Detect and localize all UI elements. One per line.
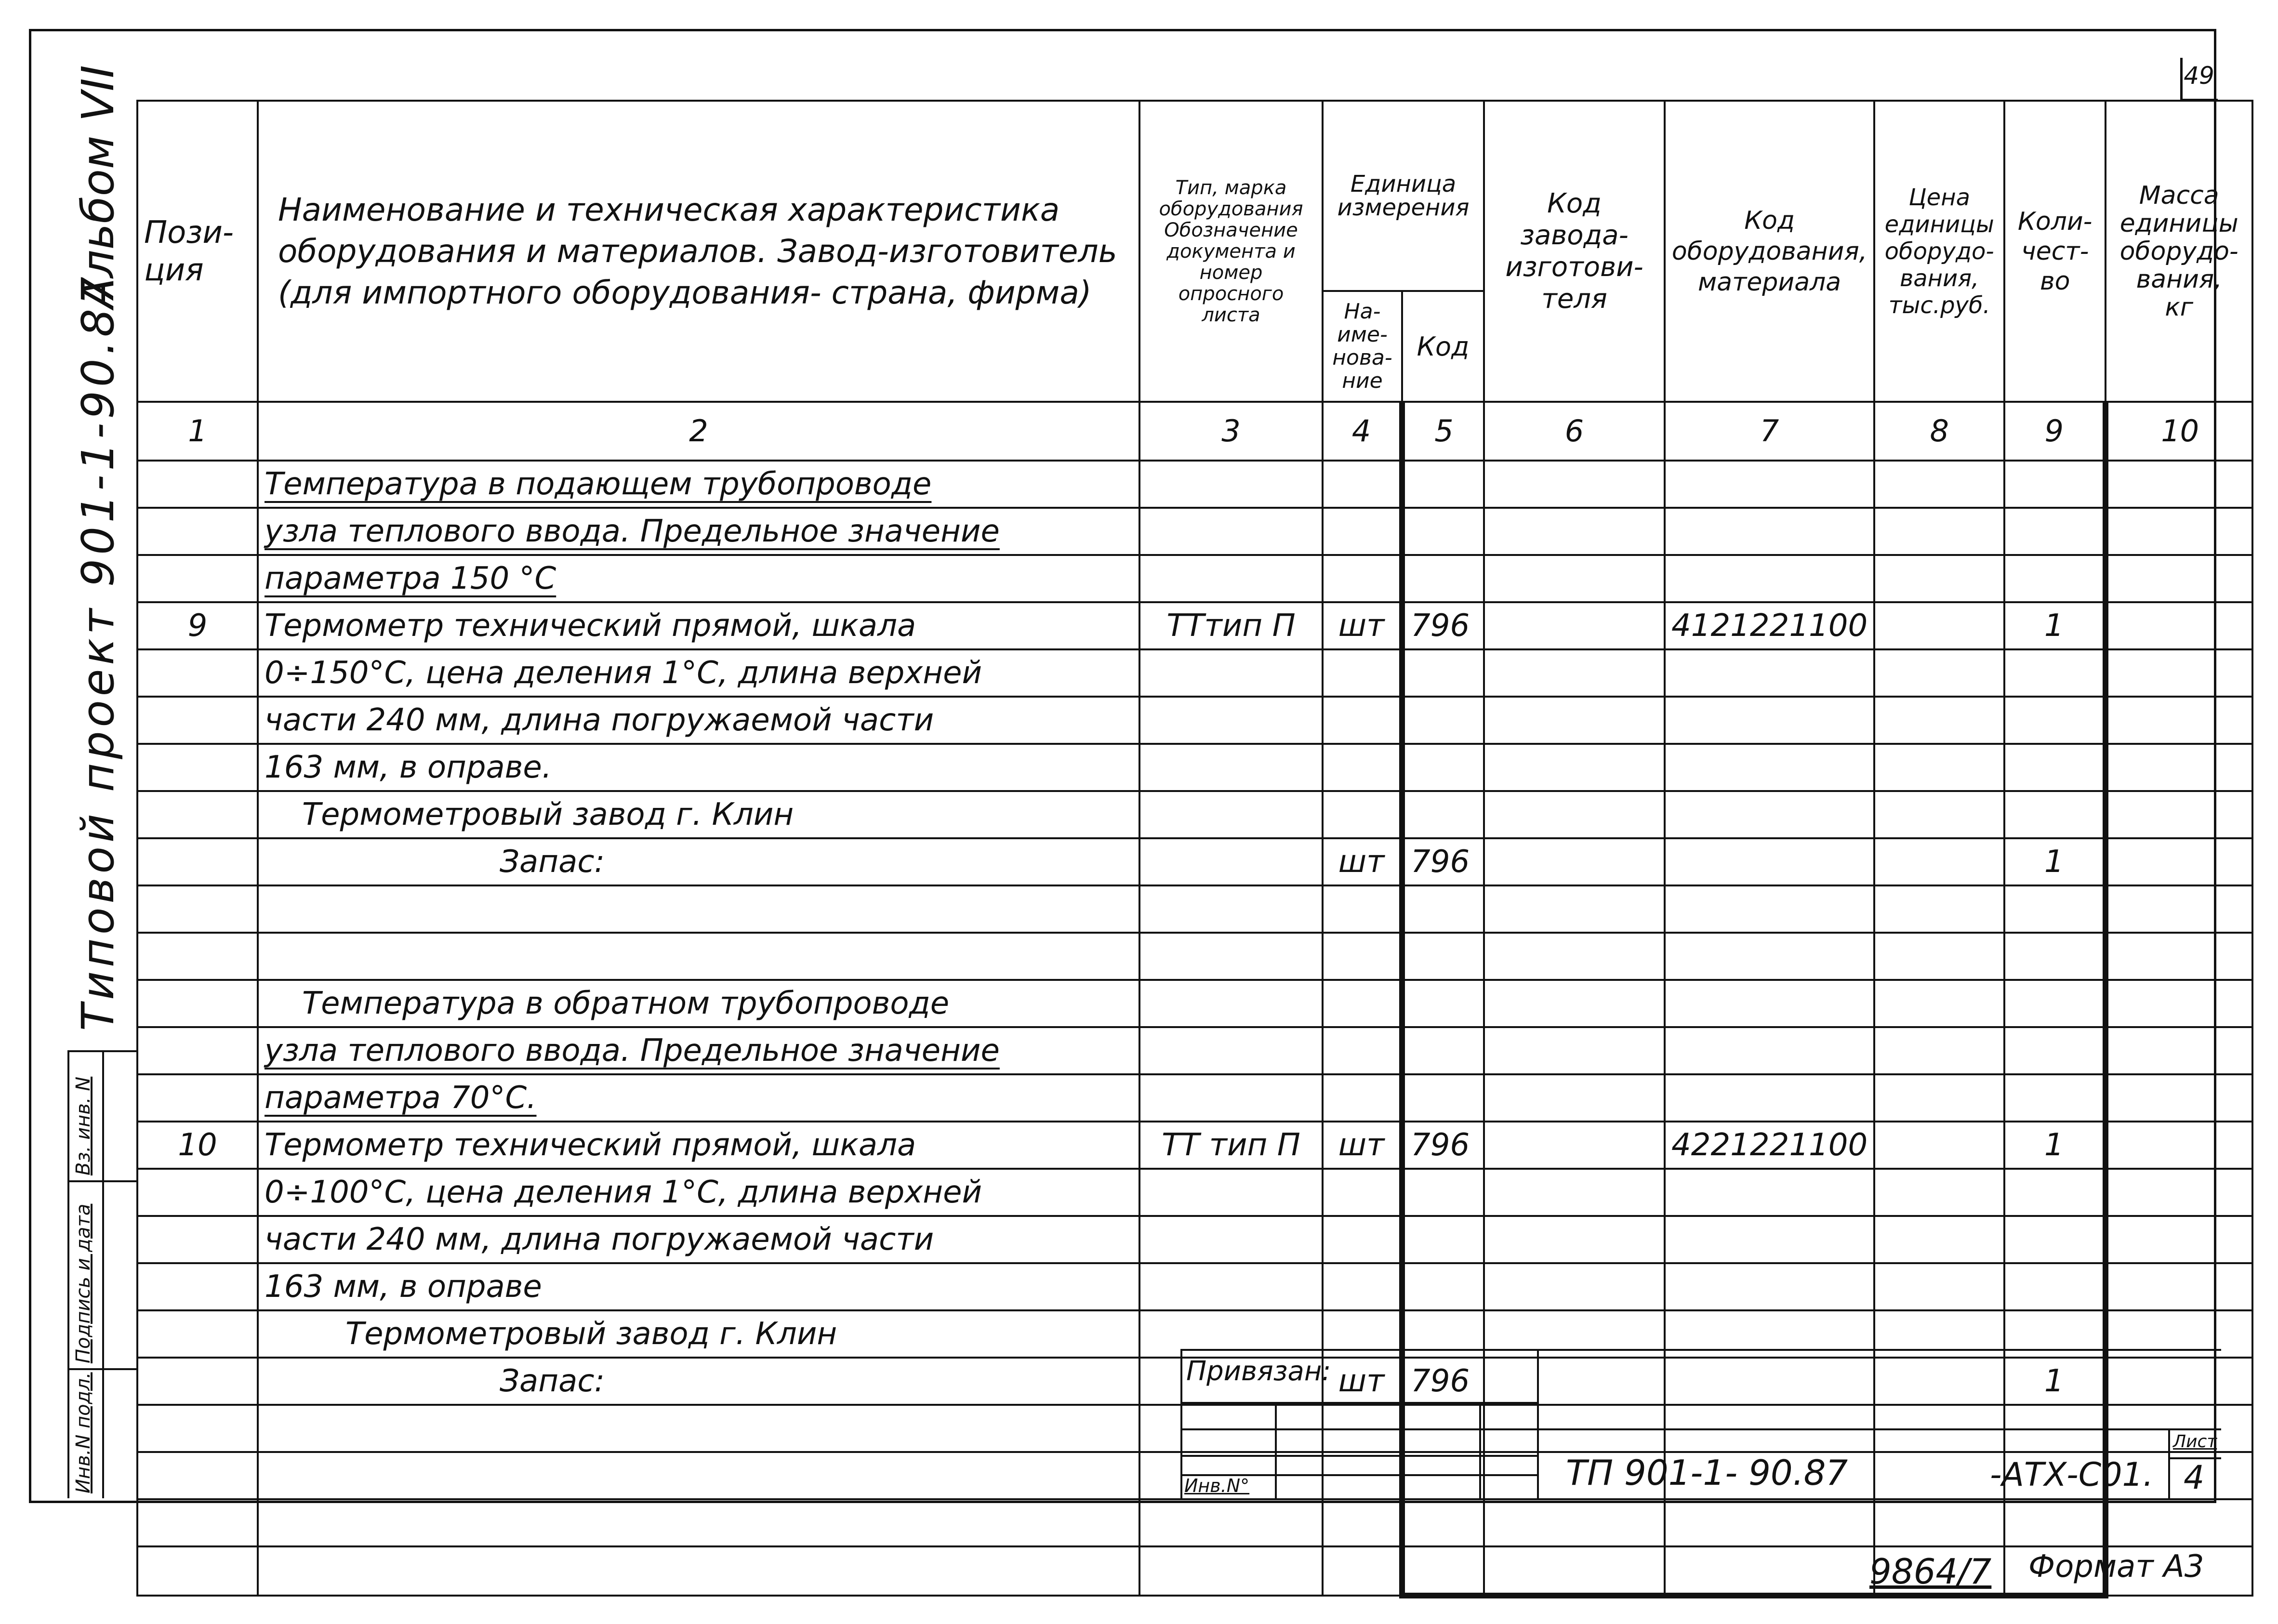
- row-type: [1139, 555, 1323, 602]
- row-unit-code: [1402, 1499, 1484, 1546]
- row-name: узла теплового ввода. Предельное значение: [258, 1027, 1139, 1074]
- row-position: [137, 1310, 258, 1358]
- row-name: 0÷150°С, цена деления 1°С, длина верхней: [258, 649, 1139, 697]
- header-plant-code: Код завода- изготови- теля: [1484, 101, 1665, 402]
- row-type: [1139, 744, 1323, 791]
- row-price: [1874, 461, 2004, 508]
- row-position: [137, 1027, 258, 1074]
- row-mass: [2106, 933, 2252, 980]
- format-label: Формат А3: [2028, 1549, 2204, 1584]
- row-quantity: 1: [2004, 1122, 2106, 1169]
- row-plant-code: [1484, 508, 1665, 555]
- row-position: [137, 885, 258, 933]
- row-plant-code: [1484, 555, 1665, 602]
- tb-line: [1537, 1349, 1539, 1498]
- row-position: [137, 1169, 258, 1216]
- row-unit-name: [1323, 1546, 1402, 1596]
- row-price: [1874, 1499, 2004, 1546]
- row-unit-name: [1323, 1074, 1402, 1122]
- row-material-code: [1665, 885, 1874, 933]
- row-type: [1139, 1027, 1323, 1074]
- col-num: 6: [1484, 402, 1665, 461]
- row-price: [1874, 1169, 2004, 1216]
- row-type: [1139, 1546, 1323, 1596]
- row-quantity: [2004, 744, 2106, 791]
- row-type: [1139, 1169, 1323, 1216]
- row-unit-name: [1323, 1169, 1402, 1216]
- row-name: [258, 933, 1139, 980]
- row-type: [1139, 885, 1323, 933]
- tb-line: [1400, 1402, 1402, 1498]
- row-unit-name: шт: [1323, 602, 1402, 649]
- row-material-code: [1665, 697, 1874, 744]
- table-row: [137, 1263, 2252, 1310]
- col-num: 4: [1323, 402, 1402, 461]
- row-mass: [2106, 885, 2252, 933]
- table-row: [137, 697, 2252, 744]
- col-num: 8: [1874, 402, 2004, 461]
- row-plant-code: [1484, 933, 1665, 980]
- header-name: Наименование и техническая характеристика оборудования и материалов. Завод-изготовитель (для импортного оборудования- страна, фирма): [258, 101, 1139, 402]
- header-quantity: Коли- чест- во: [2004, 101, 2106, 402]
- row-type: [1139, 461, 1323, 508]
- row-unit-code: 796: [1402, 1358, 1484, 1405]
- col-num: 3: [1139, 402, 1323, 461]
- sheet-value: 4: [2184, 1459, 2205, 1497]
- row-plant-code: [1484, 1169, 1665, 1216]
- row-unit-code: [1402, 980, 1484, 1027]
- row-name: 0÷100°С, цена деления 1°С, длина верхней: [258, 1169, 1139, 1216]
- row-name: узла теплового ввода. Предельное значение: [258, 508, 1139, 555]
- row-name: [258, 1452, 1139, 1499]
- row-mass: [2106, 838, 2252, 885]
- row-mass: [2106, 1263, 2252, 1310]
- row-quantity: [2004, 1499, 2106, 1546]
- header-material-code: Код оборудования, материала: [1665, 101, 1874, 402]
- row-price: [1874, 1027, 2004, 1074]
- row-mass: [2106, 1074, 2252, 1122]
- row-plant-code: [1484, 744, 1665, 791]
- table-row: [137, 602, 2252, 649]
- row-unit-name: [1323, 933, 1402, 980]
- table-row: [137, 508, 2252, 555]
- album-label: Альбом VII: [72, 65, 124, 308]
- row-position: [137, 980, 258, 1027]
- row-type: ТТтип П: [1139, 602, 1323, 649]
- row-position: [137, 744, 258, 791]
- col-num: 9: [2004, 402, 2106, 461]
- tb-line: [1537, 1428, 2221, 1430]
- row-name: Термометр технический прямой, шкала: [258, 1122, 1139, 1169]
- table-row: [137, 933, 2252, 980]
- row-name: Температура в обратном трубопроводе: [258, 980, 1139, 1027]
- row-price: [1874, 508, 2004, 555]
- row-price: [1874, 744, 2004, 791]
- table-row: [137, 1122, 2252, 1169]
- row-unit-code: 796: [1402, 602, 1484, 649]
- row-unit-name: [1323, 649, 1402, 697]
- row-plant-code: [1484, 1122, 1665, 1169]
- row-unit-name: [1323, 508, 1402, 555]
- row-type: [1139, 1499, 1323, 1546]
- row-material-code: [1665, 1169, 1874, 1216]
- table-row: [137, 980, 2252, 1027]
- row-unit-name: шт: [1323, 838, 1402, 885]
- row-unit-code: [1402, 1169, 1484, 1216]
- row-unit-name: [1323, 744, 1402, 791]
- row-material-code: [1665, 1027, 1874, 1074]
- row-position: [137, 1263, 258, 1310]
- row-material-code: [1665, 933, 1874, 980]
- table-row: [137, 838, 2252, 885]
- row-unit-code: [1402, 885, 1484, 933]
- table-row: [137, 1499, 2252, 1546]
- row-unit-name: [1323, 1216, 1402, 1263]
- col-num: 5: [1402, 402, 1484, 461]
- row-type: [1139, 1263, 1323, 1310]
- row-name: Термометр технический прямой, шкала: [258, 602, 1139, 649]
- row-unit-code: [1402, 1546, 1484, 1596]
- row-mass: [2106, 602, 2252, 649]
- row-unit-name: шт: [1323, 1122, 1402, 1169]
- row-plant-code: [1484, 1263, 1665, 1310]
- row-plant-code: [1484, 1499, 1665, 1546]
- row-unit-code: [1402, 1074, 1484, 1122]
- sheet-number-top: 49: [2184, 62, 2214, 90]
- tb-line: [1180, 1349, 2221, 1351]
- row-name: Запас:: [258, 1358, 1139, 1405]
- row-plant-code: [1484, 649, 1665, 697]
- row-material-code: [1665, 1263, 1874, 1310]
- privyazan-label: Привязан:: [1186, 1356, 1331, 1387]
- doc-code: ТП 901-1- 90.87: [1566, 1452, 1848, 1493]
- row-price: [1874, 1263, 2004, 1310]
- stamp-label-signature: Подпись и дата: [72, 1203, 94, 1363]
- tb-line: [1479, 1402, 1481, 1498]
- row-mass: [2106, 1499, 2252, 1546]
- row-name: 163 мм, в оправе.: [258, 744, 1139, 791]
- row-name: части 240 мм, длина погружаемой части: [258, 1216, 1139, 1263]
- row-position: [137, 1358, 258, 1405]
- row-quantity: [2004, 933, 2106, 980]
- row-unit-code: [1402, 933, 1484, 980]
- row-position: [137, 933, 258, 980]
- row-material-code: [1665, 980, 1874, 1027]
- row-position: [137, 1074, 258, 1122]
- row-unit-code: [1402, 649, 1484, 697]
- row-mass: [2106, 555, 2252, 602]
- row-name: 163 мм, в оправе: [258, 1263, 1139, 1310]
- row-quantity: [2004, 1169, 2106, 1216]
- column-number-row: [137, 402, 2252, 461]
- row-mass: [2106, 697, 2252, 744]
- row-mass: [2106, 791, 2252, 838]
- row-unit-code: [1402, 791, 1484, 838]
- row-mass: [2106, 744, 2252, 791]
- row-unit-name: [1323, 1027, 1402, 1074]
- table-row: [137, 555, 2252, 602]
- row-price: [1874, 838, 2004, 885]
- header-mass: Масса единицы оборудо- вания, кг: [2106, 101, 2252, 402]
- row-plant-code: [1484, 1216, 1665, 1263]
- tb-line: [1180, 1402, 1537, 1404]
- row-name: части 240 мм, длина погружаемой части: [258, 697, 1139, 744]
- row-position: [137, 555, 258, 602]
- header-unit-name: На- име- нова- ние: [1323, 291, 1402, 402]
- row-material-code: [1665, 508, 1874, 555]
- col-num: 2: [258, 402, 1139, 461]
- row-mass: [2106, 1122, 2252, 1169]
- row-type: [1139, 508, 1323, 555]
- row-quantity: [2004, 1216, 2106, 1263]
- row-price: [1874, 1074, 2004, 1122]
- row-position: [137, 1499, 258, 1546]
- row-position: [137, 838, 258, 885]
- row-type: [1139, 791, 1323, 838]
- row-quantity: 1: [2004, 602, 2106, 649]
- row-quantity: [2004, 697, 2106, 744]
- table-row: [137, 791, 2252, 838]
- table-row: [137, 649, 2252, 697]
- stamp-label-vz-inv: Вз. инв. N: [72, 1076, 94, 1175]
- row-quantity: 1: [2004, 1358, 2106, 1405]
- row-unit-name: [1323, 461, 1402, 508]
- row-material-code: [1665, 1546, 1874, 1596]
- tb-line: [1180, 1428, 1537, 1430]
- row-price: [1874, 933, 2004, 980]
- row-unit-code: 796: [1402, 1122, 1484, 1169]
- row-material-code: [1665, 649, 1874, 697]
- row-price: [1874, 1122, 2004, 1169]
- doc-suffix: -АТХ-С01.: [1990, 1456, 2154, 1494]
- row-mass: [2106, 508, 2252, 555]
- row-unit-code: [1402, 1263, 1484, 1310]
- row-position: [137, 649, 258, 697]
- row-unit-code: 796: [1402, 838, 1484, 885]
- row-position: [137, 1452, 258, 1499]
- row-unit-name: [1323, 1499, 1402, 1546]
- col-num: 7: [1665, 402, 1874, 461]
- header-price: Цена единицы оборудо- вания, тыс.руб.: [1874, 101, 2004, 402]
- tb-line: [2168, 1428, 2170, 1498]
- title-block: [1180, 1349, 2221, 1498]
- row-position: [137, 508, 258, 555]
- row-price: [1874, 791, 2004, 838]
- row-unit-code: [1402, 697, 1484, 744]
- row-name: Запас:: [258, 838, 1139, 885]
- row-material-code: 4221221100: [1665, 1122, 1874, 1169]
- table-row: [137, 885, 2252, 933]
- row-unit-code: [1402, 508, 1484, 555]
- row-name: параметра 70°С.: [258, 1074, 1139, 1122]
- row-position: [137, 461, 258, 508]
- row-plant-code: [1484, 461, 1665, 508]
- row-unit-code: [1402, 1216, 1484, 1263]
- row-unit-name: [1323, 791, 1402, 838]
- table-row: [137, 1027, 2252, 1074]
- row-mass: [2106, 980, 2252, 1027]
- stamp-hline-2: [67, 1368, 136, 1370]
- row-price: [1874, 697, 2004, 744]
- row-unit-code: [1402, 744, 1484, 791]
- row-name: Термометровый завод г. Клин: [258, 791, 1139, 838]
- table-row: [137, 1074, 2252, 1122]
- row-quantity: [2004, 885, 2106, 933]
- row-material-code: [1665, 744, 1874, 791]
- row-unit-name: [1323, 1263, 1402, 1310]
- col-num: 10: [2106, 402, 2252, 461]
- row-type: ТТ тип П: [1139, 1122, 1323, 1169]
- row-unit-name: [1323, 980, 1402, 1027]
- row-plant-code: [1484, 1546, 1665, 1596]
- row-price: [1874, 602, 2004, 649]
- row-position: [137, 697, 258, 744]
- row-material-code: [1665, 1074, 1874, 1122]
- row-quantity: [2004, 461, 2106, 508]
- sheet-label: Лист: [2173, 1432, 2217, 1452]
- order-number: 9864/7: [1869, 1551, 1992, 1592]
- row-position: 9: [137, 602, 258, 649]
- row-type: [1139, 697, 1323, 744]
- row-position: 10: [137, 1122, 258, 1169]
- row-material-code: [1665, 838, 1874, 885]
- row-quantity: [2004, 1074, 2106, 1122]
- row-plant-code: [1484, 838, 1665, 885]
- row-material-code: [1665, 1216, 1874, 1263]
- row-mass: [2106, 649, 2252, 697]
- row-unit-name: [1323, 555, 1402, 602]
- row-plant-code: [1484, 980, 1665, 1027]
- table-row: [137, 461, 2252, 508]
- row-quantity: [2004, 791, 2106, 838]
- row-material-code: [1665, 461, 1874, 508]
- row-type: [1139, 980, 1323, 1027]
- row-type: [1139, 649, 1323, 697]
- stamp-divider: [102, 1050, 104, 1498]
- table-row: [137, 744, 2252, 791]
- header-position: Пози- ция: [137, 101, 258, 402]
- row-name: [258, 1546, 1139, 1596]
- row-material-code: [1665, 1499, 1874, 1546]
- header-unit: Единица измерения: [1323, 101, 1484, 291]
- row-quantity: [2004, 508, 2106, 555]
- row-unit-code: [1402, 555, 1484, 602]
- row-mass: [2106, 461, 2252, 508]
- tb-line: [1180, 1455, 1537, 1457]
- row-position: [137, 1405, 258, 1452]
- row-quantity: [2004, 1263, 2106, 1310]
- row-type: [1139, 933, 1323, 980]
- row-unit-name: [1323, 697, 1402, 744]
- table-row: [137, 1169, 2252, 1216]
- row-quantity: [2004, 1027, 2106, 1074]
- col-num: 1: [137, 402, 258, 461]
- inv-no-label: Инв.N°: [1184, 1475, 1250, 1496]
- stamp-label-inv-podl: Инв.N подл.: [72, 1372, 94, 1493]
- row-mass: [2106, 1169, 2252, 1216]
- row-quantity: 1: [2004, 838, 2106, 885]
- row-price: [1874, 885, 2004, 933]
- row-unit-code: [1402, 1027, 1484, 1074]
- row-price: [1874, 555, 2004, 602]
- row-unit-code: [1402, 461, 1484, 508]
- row-quantity: [2004, 555, 2106, 602]
- row-type: [1139, 1074, 1323, 1122]
- row-mass: [2106, 1216, 2252, 1263]
- header-type: Тип, марка оборудования Обозначение документа и номер опросного листа: [1139, 101, 1323, 402]
- row-name: параметра 150 °С: [258, 555, 1139, 602]
- row-price: [1874, 980, 2004, 1027]
- row-plant-code: [1484, 885, 1665, 933]
- row-plant-code: [1484, 1027, 1665, 1074]
- row-price: [1874, 649, 2004, 697]
- row-mass: [2106, 1027, 2252, 1074]
- row-position: [137, 791, 258, 838]
- header-unit-code: Код: [1402, 291, 1484, 402]
- row-price: [1874, 1216, 2004, 1263]
- row-plant-code: [1484, 791, 1665, 838]
- row-position: [137, 1216, 258, 1263]
- row-plant-code: [1484, 1074, 1665, 1122]
- tb-line: [1275, 1402, 1277, 1498]
- row-name: Термометровый завод г. Клин: [258, 1310, 1139, 1358]
- row-plant-code: [1484, 697, 1665, 744]
- row-type: [1139, 838, 1323, 885]
- row-quantity: [2004, 980, 2106, 1027]
- row-material-code: 4121221100: [1665, 602, 1874, 649]
- row-plant-code: [1484, 602, 1665, 649]
- row-name: [258, 885, 1139, 933]
- stamp-hline-1: [67, 1180, 136, 1182]
- row-unit-name: [1323, 885, 1402, 933]
- row-name: [258, 1405, 1139, 1452]
- row-quantity: [2004, 649, 2106, 697]
- table-row: [137, 1216, 2252, 1263]
- project-title: Типовой проект 901-1-90.87: [72, 273, 124, 1031]
- row-name: Температура в подающем трубопроводе: [258, 461, 1139, 508]
- row-name: [258, 1499, 1139, 1546]
- row-material-code: [1665, 555, 1874, 602]
- row-position: [137, 1546, 258, 1596]
- row-unit-name: шт: [1323, 1358, 1402, 1405]
- row-type: [1139, 1216, 1323, 1263]
- row-material-code: [1665, 791, 1874, 838]
